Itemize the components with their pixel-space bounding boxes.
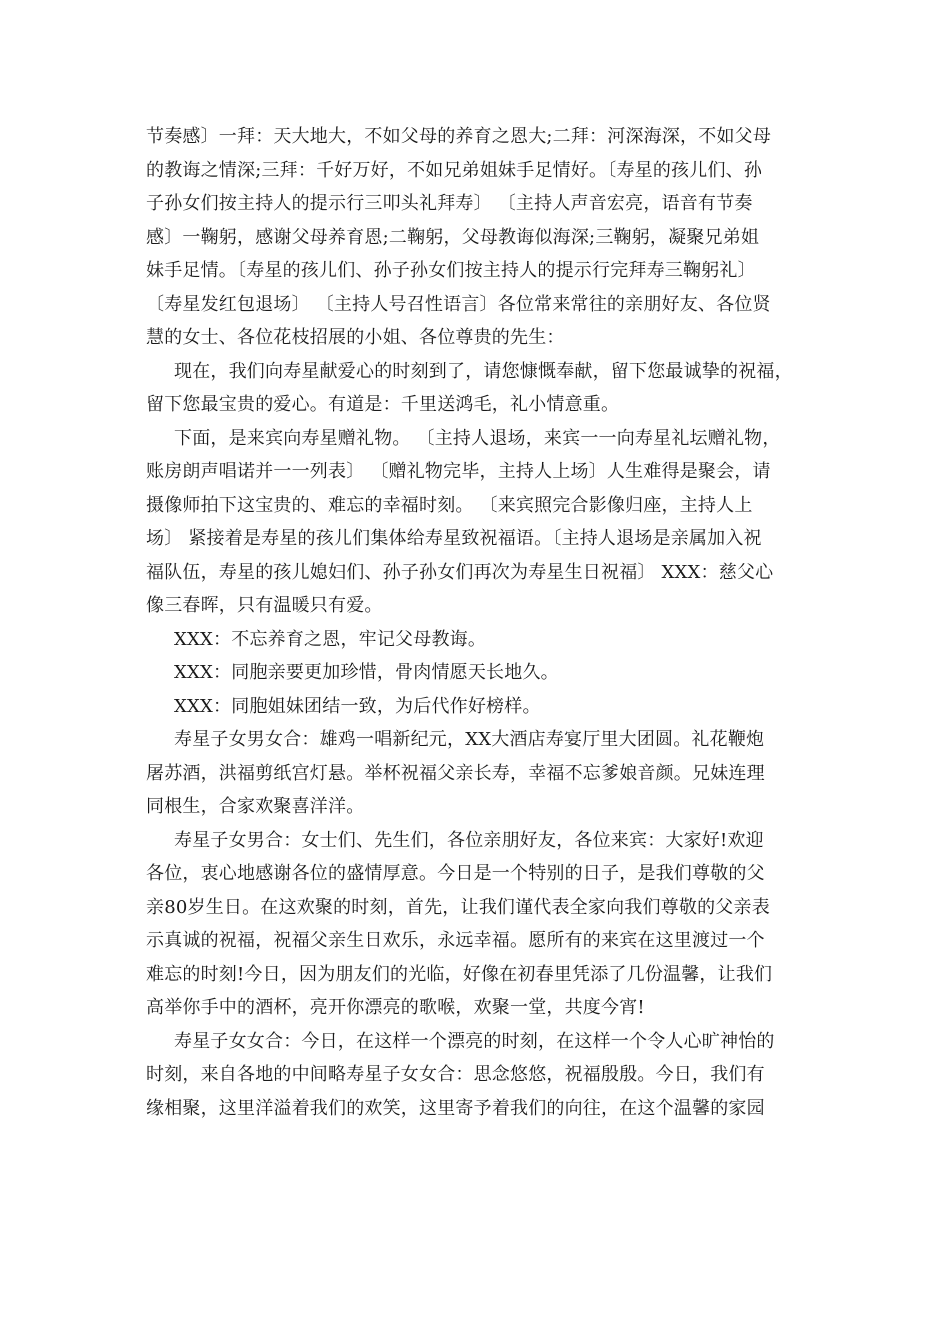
- text-line: 摄像师拍下这宝贵的、难忘的幸福时刻。 〔来宾照完合影像归座，主持人上: [146, 494, 753, 516]
- text-line: 寿星子女女合：今日，在这样一个漂亮的时刻，在这样一个令人心旷神怡的: [174, 1030, 775, 1052]
- text-line: 寿星子女男女合：雄鸡一唱新纪元，XX大酒店寿宴厅里大团圆。礼花鞭炮: [174, 729, 765, 750]
- text-line: 高举你手中的酒杯，亮开你漂亮的歌喉，欢聚一堂，共度今宵!: [146, 997, 645, 1018]
- text-line: 福队伍，寿星的孩儿媳妇们、孙子孙女们再次为寿星生日祝福〕 XXX：慈父心: [146, 561, 774, 583]
- text-line: 屠苏酒，洪福剪纸宫灯悬。举杯祝福父亲长寿，幸福不忘爹娘音颜。兄妹连理: [146, 762, 765, 784]
- text-line: 示真诚的祝福，祝福父亲生日欢乐，永远幸福。愿所有的来宾在这里渡过一个: [146, 930, 765, 951]
- text-line: 缘相聚，这里洋溢着我们的欢笑，这里寄予着我们的向往，在这个温馨的家园: [146, 1097, 765, 1119]
- text-line: XXX：同胞姐妹团结一致，为后代作好榜样。: [174, 695, 541, 717]
- text-line: 像三春晖，只有温暖只有爱。: [146, 595, 383, 616]
- text-line: 子孙女们按主持人的提示行三叩头礼拜寿〕 〔主持人声音宏亮，语音有节奏: [146, 193, 753, 214]
- text-line: XXX：不忘养育之恩，牢记父母教诲。: [174, 628, 487, 650]
- text-line: 账房朗声唱诺并一一列表〕 〔赠礼物完毕，主持人上场〕人生难得是聚会，请: [146, 461, 771, 482]
- text-line: 寿星子女男合：女士们、先生们，各位亲朋好友，各位来宾：大家好!欢迎: [174, 829, 764, 851]
- text-line: 难忘的时刻!今日，因为朋友们的光临，好像在初春里凭添了几份温馨，让我们: [146, 963, 773, 985]
- text-line: 〔寿星发红包退场〕 〔主持人号召性语言〕各位常来常往的亲朋好友、各位贤: [146, 293, 771, 315]
- text-line: 时刻，来自各地的中间略寿星子女女合：思念悠悠，祝福殷殷。今日，我们有: [146, 1064, 765, 1085]
- text-line: 慧的女士、各位花枝招展的小姐、各位尊贵的先生：: [146, 327, 565, 348]
- text-line: 留下您最宝贵的爱心。有道是：千里送鸿毛，礼小情意重。: [146, 394, 620, 415]
- text-line: 亲80岁生日。在这欢聚的时刻，首先，让我们谨代表全家向我们尊敬的父亲表: [146, 896, 770, 918]
- text-line: 各位，衷心地感谢各位的盛情厚意。今日是一个特别的日子，是我们尊敬的父: [146, 863, 765, 884]
- text-line: XXX：同胞亲要更加珍惜，骨肉情愿天长地久。: [174, 662, 559, 683]
- text-line: 现在，我们向寿星献爱心的时刻到了，请您慷慨奉献，留下您最诚挚的祝福，: [174, 360, 793, 382]
- text-line: 节奏感〕一拜：天大地大，不如父母的养育之恩大;二拜：河深海深，不如父母: [146, 126, 772, 147]
- text-line: 妹手足情。〔寿星的孩儿们、孙子孙女们按主持人的提示行完拜寿三鞠躬礼〕: [146, 260, 756, 281]
- text-line: 场〕 紧接着是寿星的孩儿们集体给寿星致祝福语。〔主持人退场是亲属加入祝: [146, 528, 762, 549]
- document-body: [146, 120, 818, 1125]
- text-line: 下面，是来宾向寿星赠礼物。 〔主持人退场，来宾一一向寿星礼坛赠礼物，: [174, 427, 781, 449]
- text-line: 的教诲之情深;三拜：千好万好，不如兄弟姐妹手足情好。〔寿星的孩儿们、孙: [146, 159, 763, 181]
- text-line: 感〕一鞠躬，感谢父母养育恩;二鞠躬，父母教诲似海深;三鞠躬，凝聚兄弟姐: [146, 226, 760, 248]
- text-line: 同根生，合家欢聚喜洋洋。: [146, 796, 365, 817]
